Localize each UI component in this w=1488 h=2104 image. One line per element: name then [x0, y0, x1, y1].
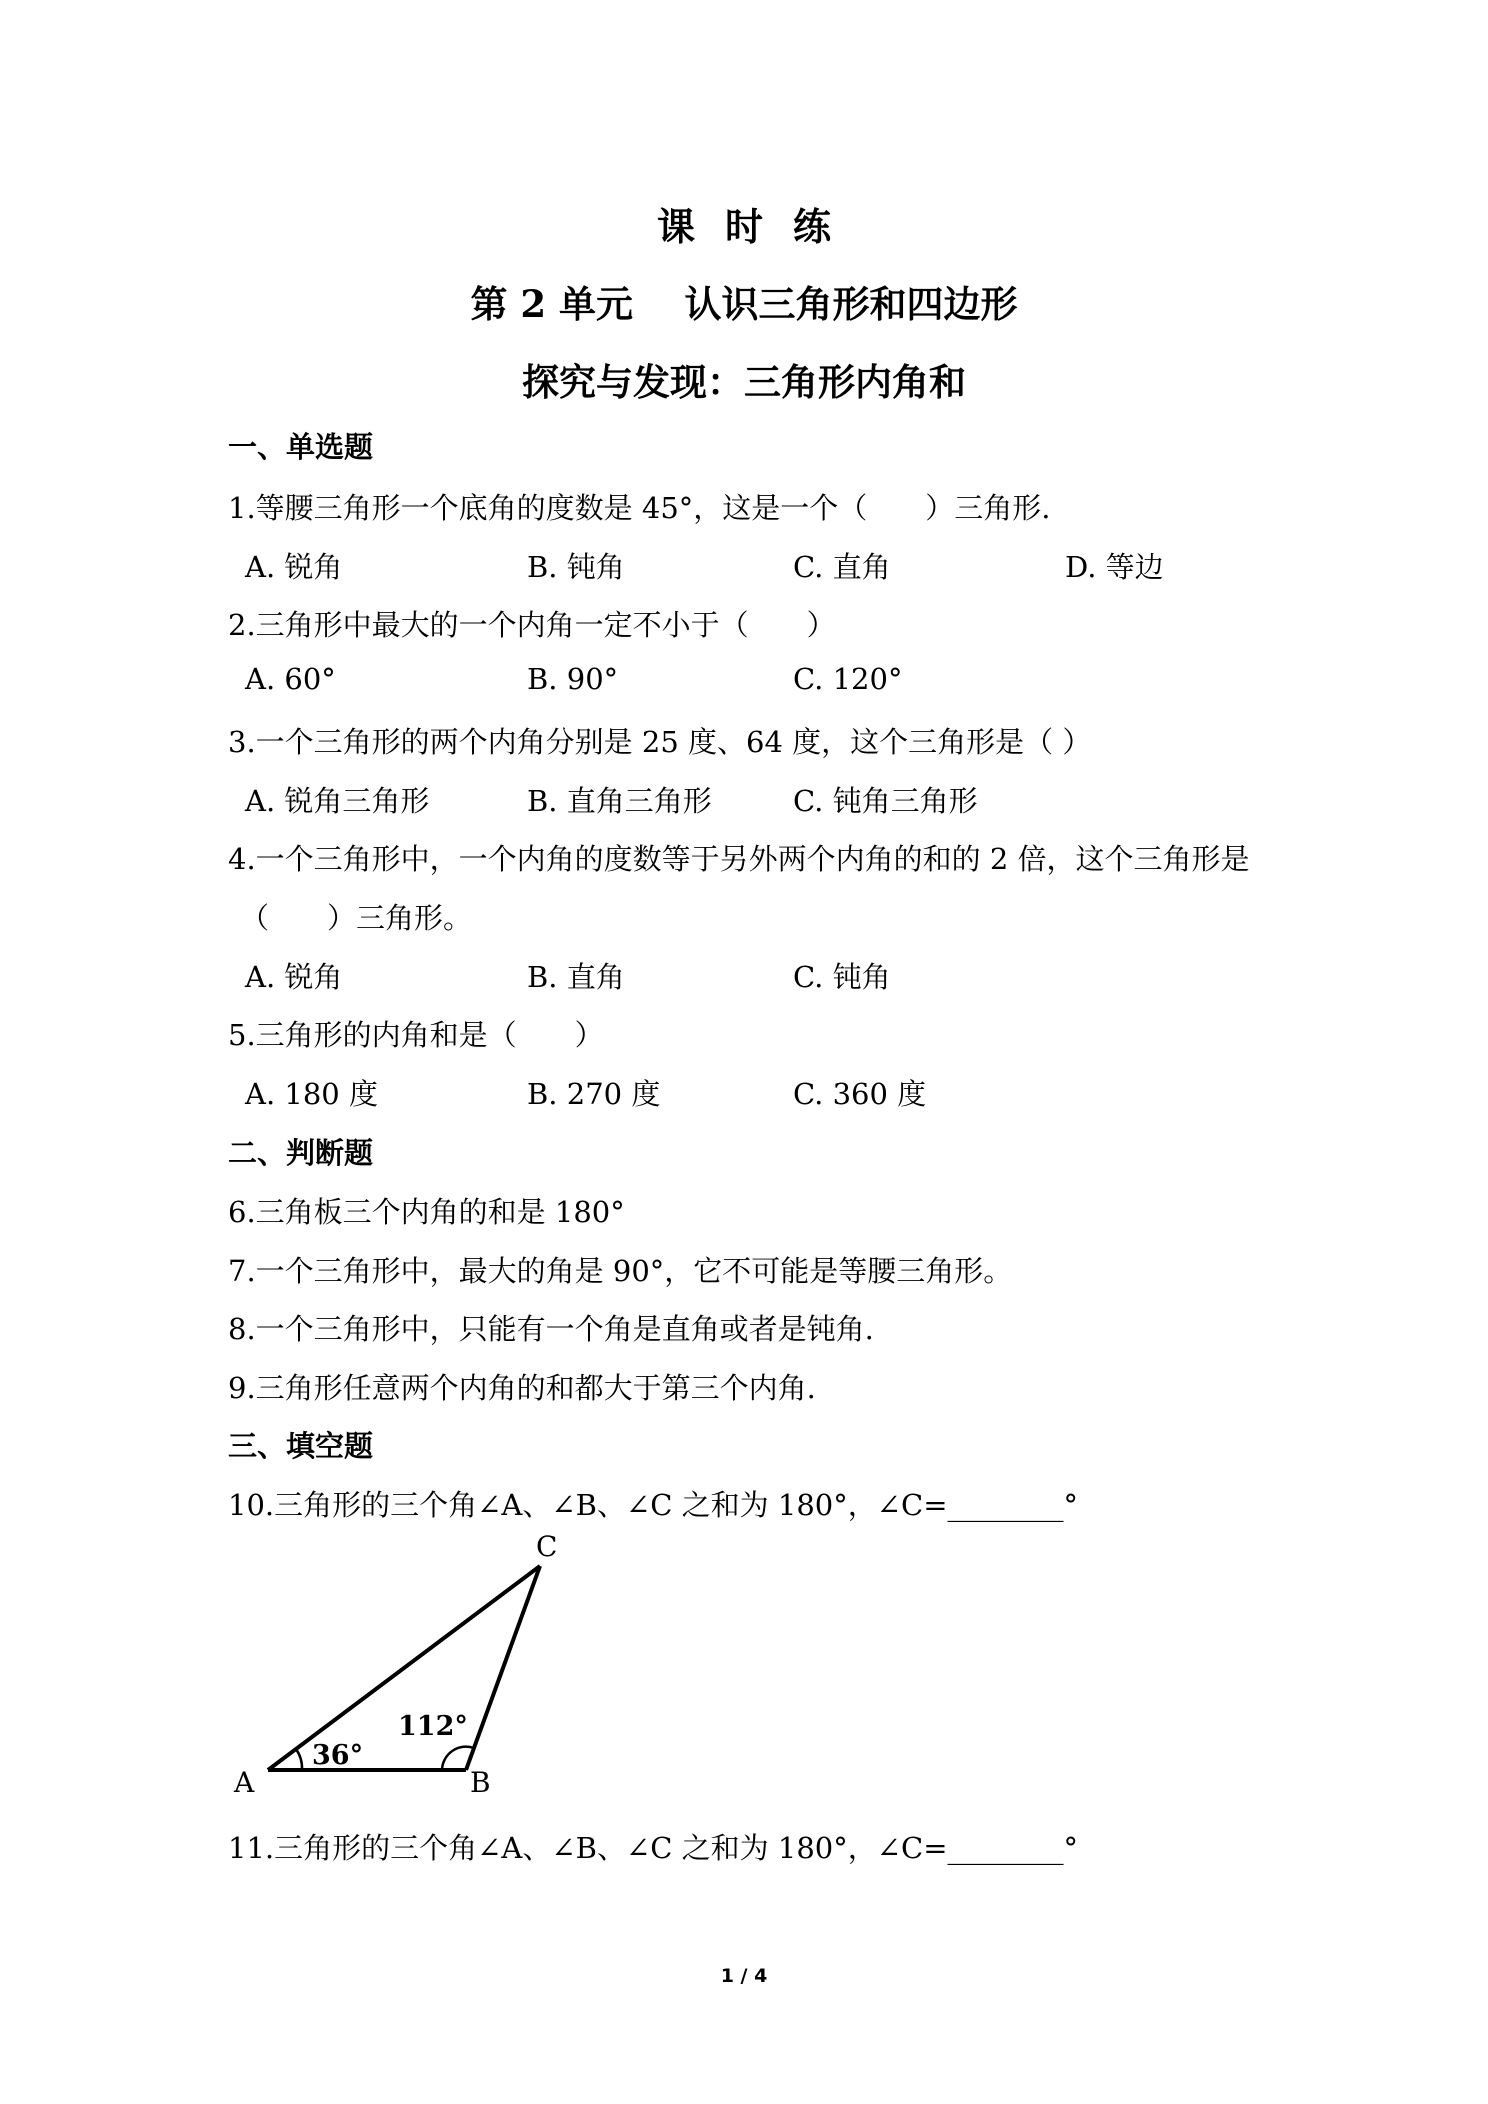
vertex-c-label: C	[536, 1530, 558, 1563]
question-11: 11.三角形的三个角∠A、∠B、∠C 之和为 180°，∠C=________°	[228, 1831, 1079, 1865]
triangle-figure	[230, 1530, 590, 1800]
q3-option-a: A. 锐角三角形	[245, 784, 430, 818]
q5-option-b: B. 270 度	[527, 1077, 661, 1111]
q4-option-b: B. 直角	[527, 960, 625, 994]
question-4: 4.一个三角形中，一个内角的度数等于另外两个内角的和的 2 倍，这个三角形是	[228, 842, 1250, 876]
q3-option-b: B. 直角三角形	[527, 784, 712, 818]
side-bc	[466, 1566, 540, 1770]
question-5: 5.三角形的内角和是（ ）	[228, 1018, 604, 1052]
q2-option-b: B. 90°	[527, 662, 619, 696]
section-heading-single-choice: 一、单选题	[228, 430, 374, 464]
lesson-title: 探究与发现：三角形内角和	[522, 360, 966, 404]
page-title: 课时练	[656, 204, 861, 249]
q1-option-a: A. 锐角	[245, 550, 343, 584]
vertex-b-label: B	[470, 1766, 491, 1799]
q4-option-c: C. 钝角	[793, 960, 891, 994]
page-number: 1 / 4	[720, 1965, 768, 1987]
q1-option-b: B. 钝角	[527, 550, 625, 584]
q1-option-c: C. 直角	[793, 550, 891, 584]
angle-a-arc	[296, 1749, 302, 1770]
q5-option-a: A. 180 度	[245, 1077, 378, 1111]
unit-title: 第 2 单元 认识三角形和四边形	[470, 282, 1018, 326]
question-7: 7.一个三角形中，最大的角是 90°，它不可能是等腰三角形。	[228, 1254, 1013, 1288]
q2-option-a: A. 60°	[245, 662, 336, 696]
question-8: 8.一个三角形中，只能有一个角是直角或者是钝角.	[228, 1312, 874, 1346]
q3-option-c: C. 钝角三角形	[793, 784, 978, 818]
vertex-a-label: A	[234, 1766, 255, 1799]
q5-option-c: C. 360 度	[793, 1077, 927, 1111]
q4-option-a: A. 锐角	[245, 960, 343, 994]
question-10: 10.三角形的三个角∠A、∠B、∠C 之和为 180°，∠C=________°	[228, 1488, 1079, 1522]
angle-b-label: 112°	[398, 1711, 468, 1742]
section-heading-true-false: 二、判断题	[228, 1136, 374, 1170]
question-4-continued: （ ）三角形。	[240, 901, 473, 935]
question-6: 6.三角板三个内角的和是 180°	[228, 1195, 625, 1229]
q2-option-c: C. 120°	[793, 662, 903, 696]
section-heading-fill-blank: 三、填空题	[228, 1429, 374, 1463]
q1-option-d: D. 等边	[1065, 550, 1164, 584]
angle-a-label: 36°	[312, 1740, 364, 1771]
question-1: 1.等腰三角形一个底角的度数是 45°，这是一个（ ）三角形.	[228, 491, 1051, 525]
question-2: 2.三角形中最大的一个内角一定不小于（ ）	[228, 608, 836, 642]
question-3: 3.一个三角形的两个内角分别是 25 度、64 度，这个三角形是（ ）	[228, 725, 1092, 759]
question-9: 9.三角形任意两个内角的和都大于第三个内角.	[228, 1371, 816, 1405]
